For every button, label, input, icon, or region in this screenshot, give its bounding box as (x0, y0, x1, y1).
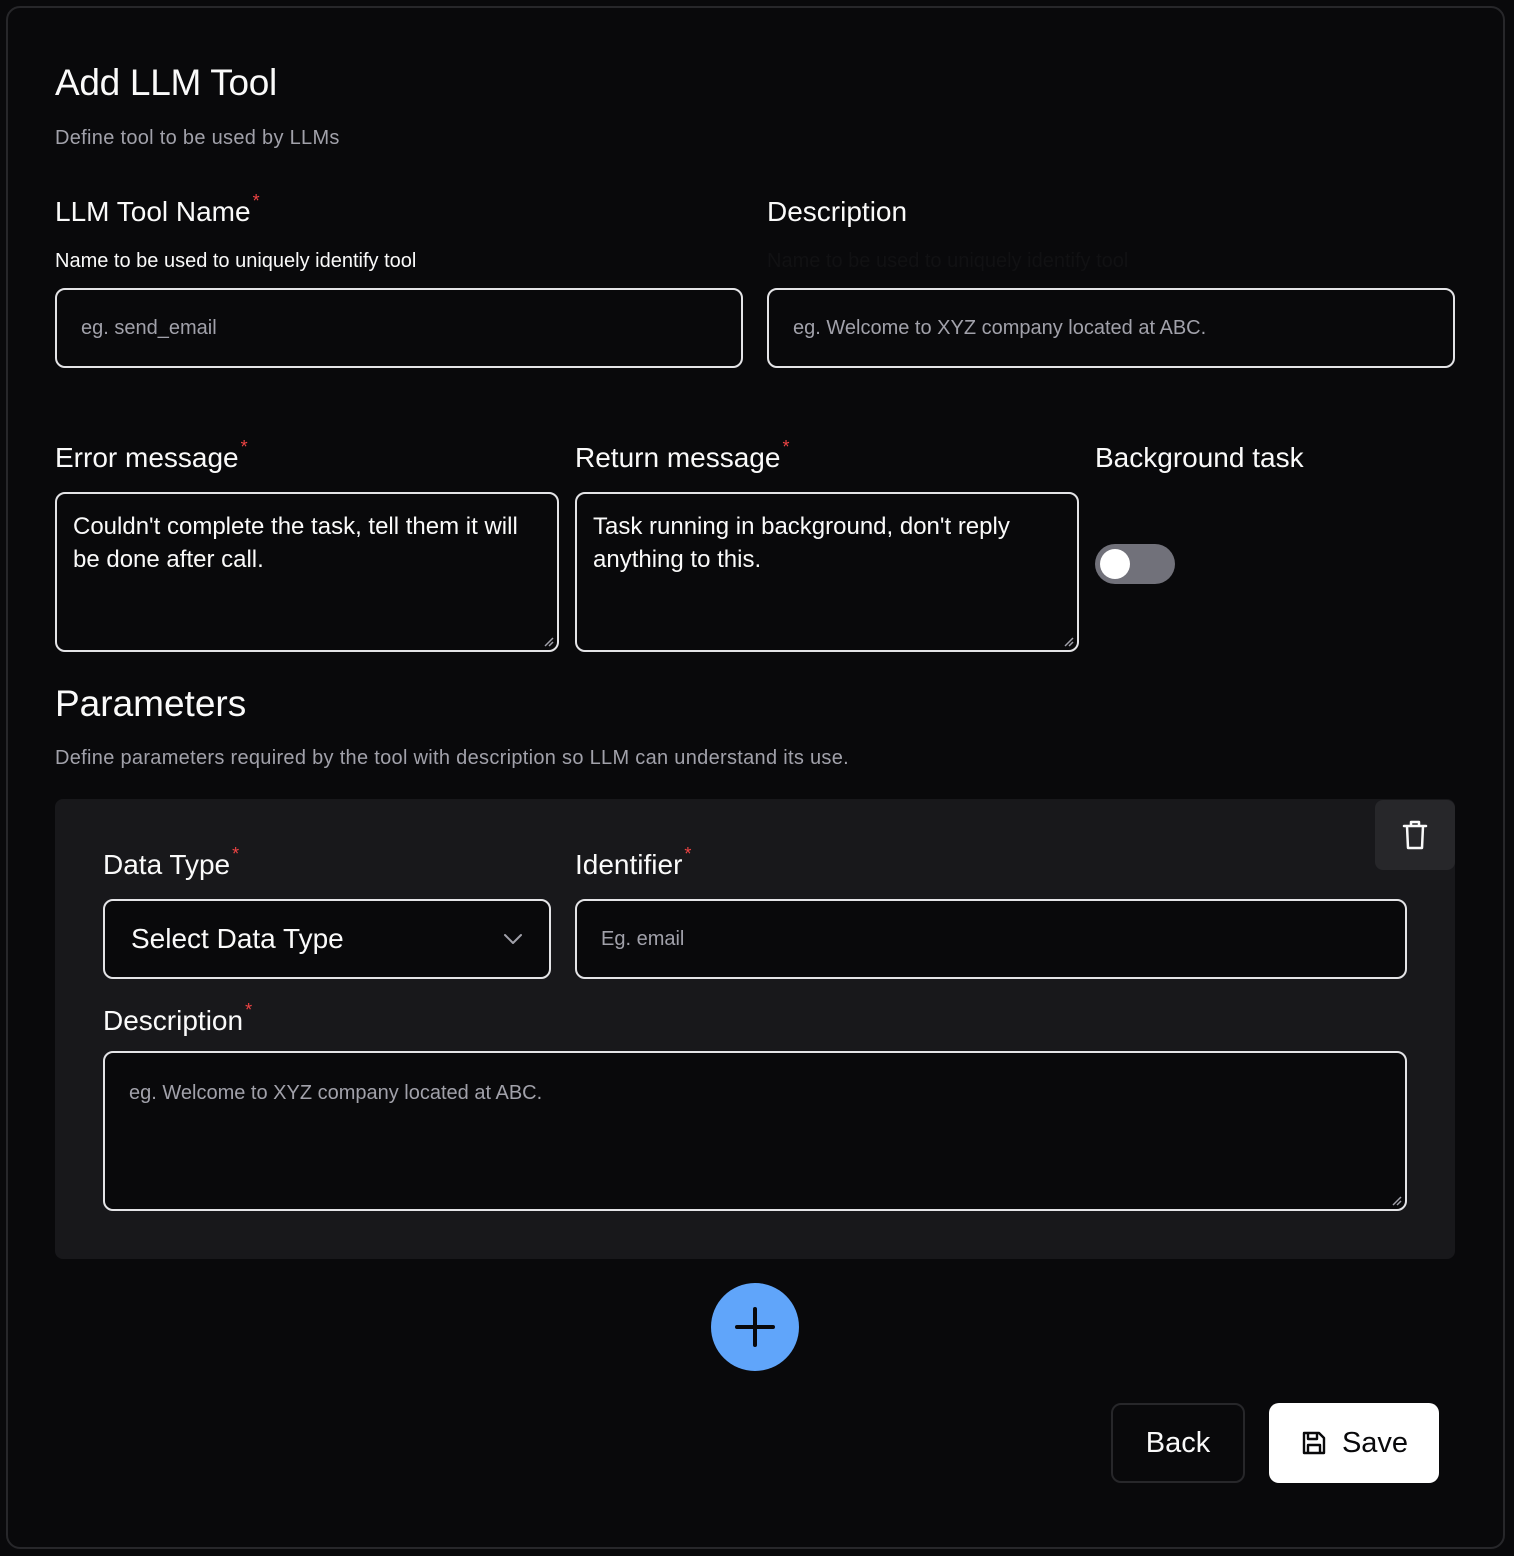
chevron-down-icon (503, 933, 523, 945)
data-type-label: Data Type * (103, 844, 240, 880)
required-mark: * (252, 191, 260, 211)
page-subtitle: Define tool to be used by LLMs (55, 127, 340, 149)
identifier-input[interactable] (575, 899, 1407, 979)
required-mark: * (240, 437, 248, 457)
data-type-value: Select Data Type (131, 923, 344, 954)
page-title: Add LLM Tool (55, 62, 277, 103)
delete-parameter-button[interactable] (1375, 800, 1455, 870)
data-type-select[interactable] (103, 899, 551, 979)
identifier-placeholder: Eg. email (601, 927, 685, 950)
tool-name-placeholder: eg. send_email (81, 316, 217, 339)
save-icon (1300, 1429, 1328, 1457)
param-description-textarea[interactable] (103, 1051, 1407, 1211)
error-message-label: Error message * (55, 437, 248, 473)
description-input[interactable] (767, 288, 1455, 368)
description-hint: Name to be used to uniquely identify tool (767, 250, 1129, 272)
tool-name-hint: Name to be used to uniquely identify tool (55, 250, 417, 272)
background-task-label: Background task (1095, 442, 1304, 473)
required-mark: * (245, 1000, 253, 1020)
tool-name-input[interactable] (55, 288, 743, 368)
return-message-textarea[interactable] (575, 492, 1079, 652)
required-mark: * (232, 844, 240, 864)
save-button[interactable] (1269, 1403, 1439, 1483)
description-placeholder: eg. Welcome to XYZ company located at ABC. (793, 316, 1207, 339)
param-description-label: Description * (103, 1000, 253, 1036)
description-label: Description (767, 196, 908, 227)
return-message-label: Return message * (575, 437, 790, 473)
required-mark: * (684, 844, 692, 864)
add-parameter-button[interactable] (711, 1283, 799, 1371)
resize-grip-icon[interactable] (542, 635, 554, 647)
return-message-value: Task running in background, don't reply anything to this. (593, 513, 1010, 573)
save-label: Save (1341, 1426, 1409, 1459)
error-message-value: Couldn't complete the task, tell them it will be done after call. (73, 513, 518, 573)
background-task-toggle[interactable] (1095, 544, 1175, 584)
trash-icon (1401, 819, 1429, 851)
plus-icon (733, 1305, 777, 1349)
back-button[interactable]: Back (1111, 1403, 1245, 1483)
required-mark: * (782, 437, 790, 457)
resize-grip-icon[interactable] (1390, 1194, 1402, 1206)
parameters-subtitle: Define parameters required by the tool with description so LLM can understand its use. (55, 747, 849, 769)
resize-grip-icon[interactable] (1062, 635, 1074, 647)
identifier-label: Identifier * (575, 844, 692, 880)
tool-name-label: LLM Tool Name * (55, 191, 260, 227)
error-message-textarea[interactable] (55, 492, 559, 652)
toggle-knob (1100, 549, 1130, 579)
parameters-title: Parameters (55, 683, 247, 724)
param-description-placeholder: eg. Welcome to XYZ company located at ABC. (129, 1082, 543, 1104)
